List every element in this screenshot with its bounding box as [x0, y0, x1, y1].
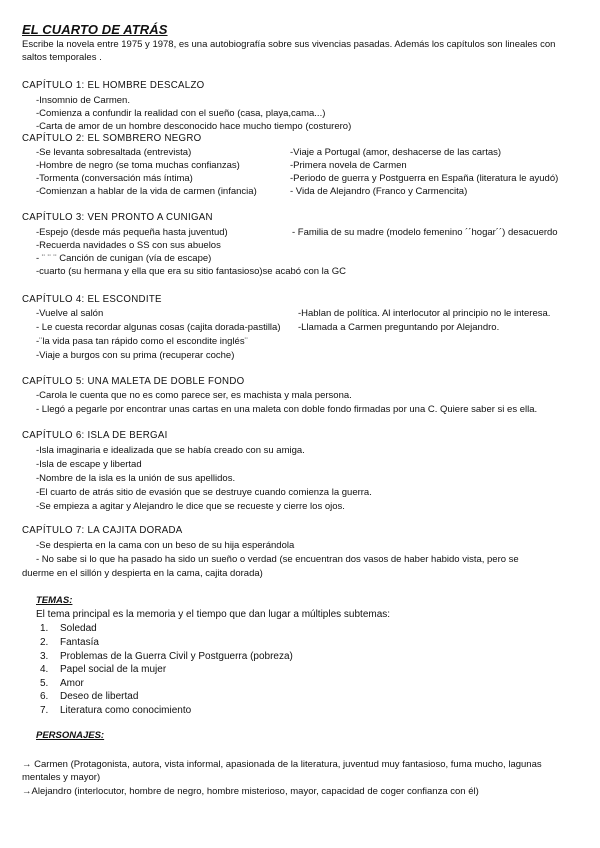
- chapter-4-point-right: -Llamada a Carmen preguntando por Alejandro.: [298, 322, 500, 333]
- chapter-3-point-right: - Familia de su madre (modelo femenino ´´hogar´´) desacuerdo: [292, 227, 558, 238]
- chapter-6-point: -Isla imaginaria e idealizada que se había creado con su amiga.: [36, 445, 305, 456]
- intro-paragraph: Escribe la novela entre 1975 y 1978, es una autobiografía sobre sus vivencias pasadas. Además los capítulos son lineales con saltos temporales .: [22, 39, 556, 63]
- chapter-1-heading: CAPÍTULO 1: EL HOMBRE DESCALZO: [22, 80, 205, 91]
- chapter-7-point: - No sabe si lo que ha pasado ha sido un sueño o verdad (se encuentran dos vasos de haber habido vista, pero se: [36, 554, 519, 565]
- chapter-3-point: -Recuerda navidades o SS con sus abuelos: [36, 240, 221, 251]
- chapter-7-point: -Se despierta en la cama con un beso de su hija esperándola: [36, 540, 295, 551]
- personajes-heading: PERSONAJES:: [36, 730, 105, 741]
- temas-intro: El tema principal es la memoria y el tiempo que dan lugar a múltiples subtemas:: [36, 609, 391, 620]
- chapter-4-point-right: -Hablan de política. Al interlocutor al principio no le interesa.: [298, 308, 551, 319]
- chapter-5-point: - Llegó a pegarle por encontrar unas cartas en una maleta con doble fondo firmadas por una C. Quiere saber si es ella.: [36, 404, 538, 415]
- chapter-3-point: -Espejo (desde más pequeña hasta juventud): [36, 227, 228, 238]
- chapter-1-point: -Insomnio de Carmen.: [36, 95, 130, 106]
- chapter-5-heading: CAPÍTULO 5: UNA MALETA DE DOBLE FONDO: [22, 376, 245, 387]
- chapter-2-point-right: -Primera novela de Carmen: [290, 160, 407, 171]
- temas-item: 2. Fantasía: [40, 637, 99, 648]
- chapter-4-heading: CAPÍTULO 4: EL ESCONDITE: [22, 294, 162, 305]
- temas-item: 7. Literatura como conocimiento: [40, 705, 192, 716]
- chapter-7-point: duerme en el sillón y despierta en la cama, cajita dorada): [22, 568, 263, 579]
- chapter-6-heading: CAPÍTULO 6: ISLA DE BERGAI: [22, 430, 168, 441]
- chapter-4-point: -Vuelve al salón: [36, 308, 104, 319]
- personaje-alejandro: →Alejandro (interlocutor, hombre de negro, hombre misterioso, mayor, capacidad de coger confianza con él): [22, 786, 479, 797]
- chapter-3-point: -cuarto (su hermana y ella que era su sitio fantasioso)se acabó con la GC: [36, 266, 346, 277]
- temas-item: 3. Problemas de la Guerra Civil y Postguerra (pobreza): [40, 651, 293, 662]
- temas-heading: TEMAS:: [36, 595, 73, 606]
- chapter-2-point-right: -Periodo de guerra y Postguerra en España (literatura le ayudó): [290, 173, 559, 184]
- personaje-carmen: → Carmen (Protagonista, autora, vista informal, apasionada de la literatura, juventud muy fantasioso, fuma mucho, lagunas mentales y mayor): [22, 759, 542, 783]
- temas-item: 4. Papel social de la mujer: [40, 664, 167, 675]
- chapter-6-point: -Isla de escape y libertad: [36, 459, 142, 470]
- chapter-6-point: -Se empieza a agitar y Alejandro le dice que se recueste y cierre los ojos.: [36, 501, 345, 512]
- chapter-2-point: -Comienzan a hablar de la vida de carmen (infancia): [36, 186, 257, 197]
- chapter-3-heading: CAPÍTULO 3: VEN PRONTO A CUNIGAN: [22, 212, 213, 223]
- chapter-4-point: -¨la vida pasa tan rápido como el escondite inglés¨: [36, 336, 248, 347]
- chapter-5-point: -Carola le cuenta que no es como parece ser, es machista y mala persona.: [36, 390, 352, 401]
- chapter-6-point: -Nombre de la isla es la unión de sus apellidos.: [36, 473, 236, 484]
- chapter-1-point: -Comienza a confundir la realidad con el sueño (casa, playa,cama...): [36, 108, 326, 119]
- temas-item: 1. Soledad: [40, 623, 97, 634]
- document-title: EL CUARTO DE ATRÁS: [22, 22, 168, 37]
- chapter-2-heading: CAPÍTULO 2: EL SOMBRERO NEGRO: [22, 133, 202, 144]
- chapter-2-point: -Tormenta (conversación más íntima): [36, 173, 193, 184]
- chapter-7-heading: CAPÍTULO 7: LA CAJITA DORADA: [22, 525, 183, 536]
- chapter-4-point: -Viaje a burgos con su prima (recuperar coche): [36, 350, 235, 361]
- chapter-2-point-right: - Vida de Alejandro (Franco y Carmencita): [290, 186, 468, 197]
- chapter-2-point: -Hombre de negro (se toma muchas confianzas): [36, 160, 240, 171]
- chapter-2-point-right: -Viaje a Portugal (amor, deshacerse de las cartas): [290, 147, 502, 158]
- chapter-6-point: -El cuarto de atrás sitio de evasión que se destruye cuando comienza la guerra.: [36, 487, 372, 498]
- chapter-3-point: - ¨ ¨ ¨ Canción de cunigan (vía de escape): [36, 253, 212, 264]
- temas-item: 5. Amor: [40, 678, 84, 689]
- chapter-1-point: -Carta de amor de un hombre desconocido hace mucho tiempo (costurero): [36, 121, 352, 132]
- chapter-2-point: -Se levanta sobresaltada (entrevista): [36, 147, 192, 158]
- temas-item: 6. Deseo de libertad: [40, 691, 139, 702]
- chapter-4-point: - Le cuesta recordar algunas cosas (cajita dorada-pastilla): [36, 322, 281, 333]
